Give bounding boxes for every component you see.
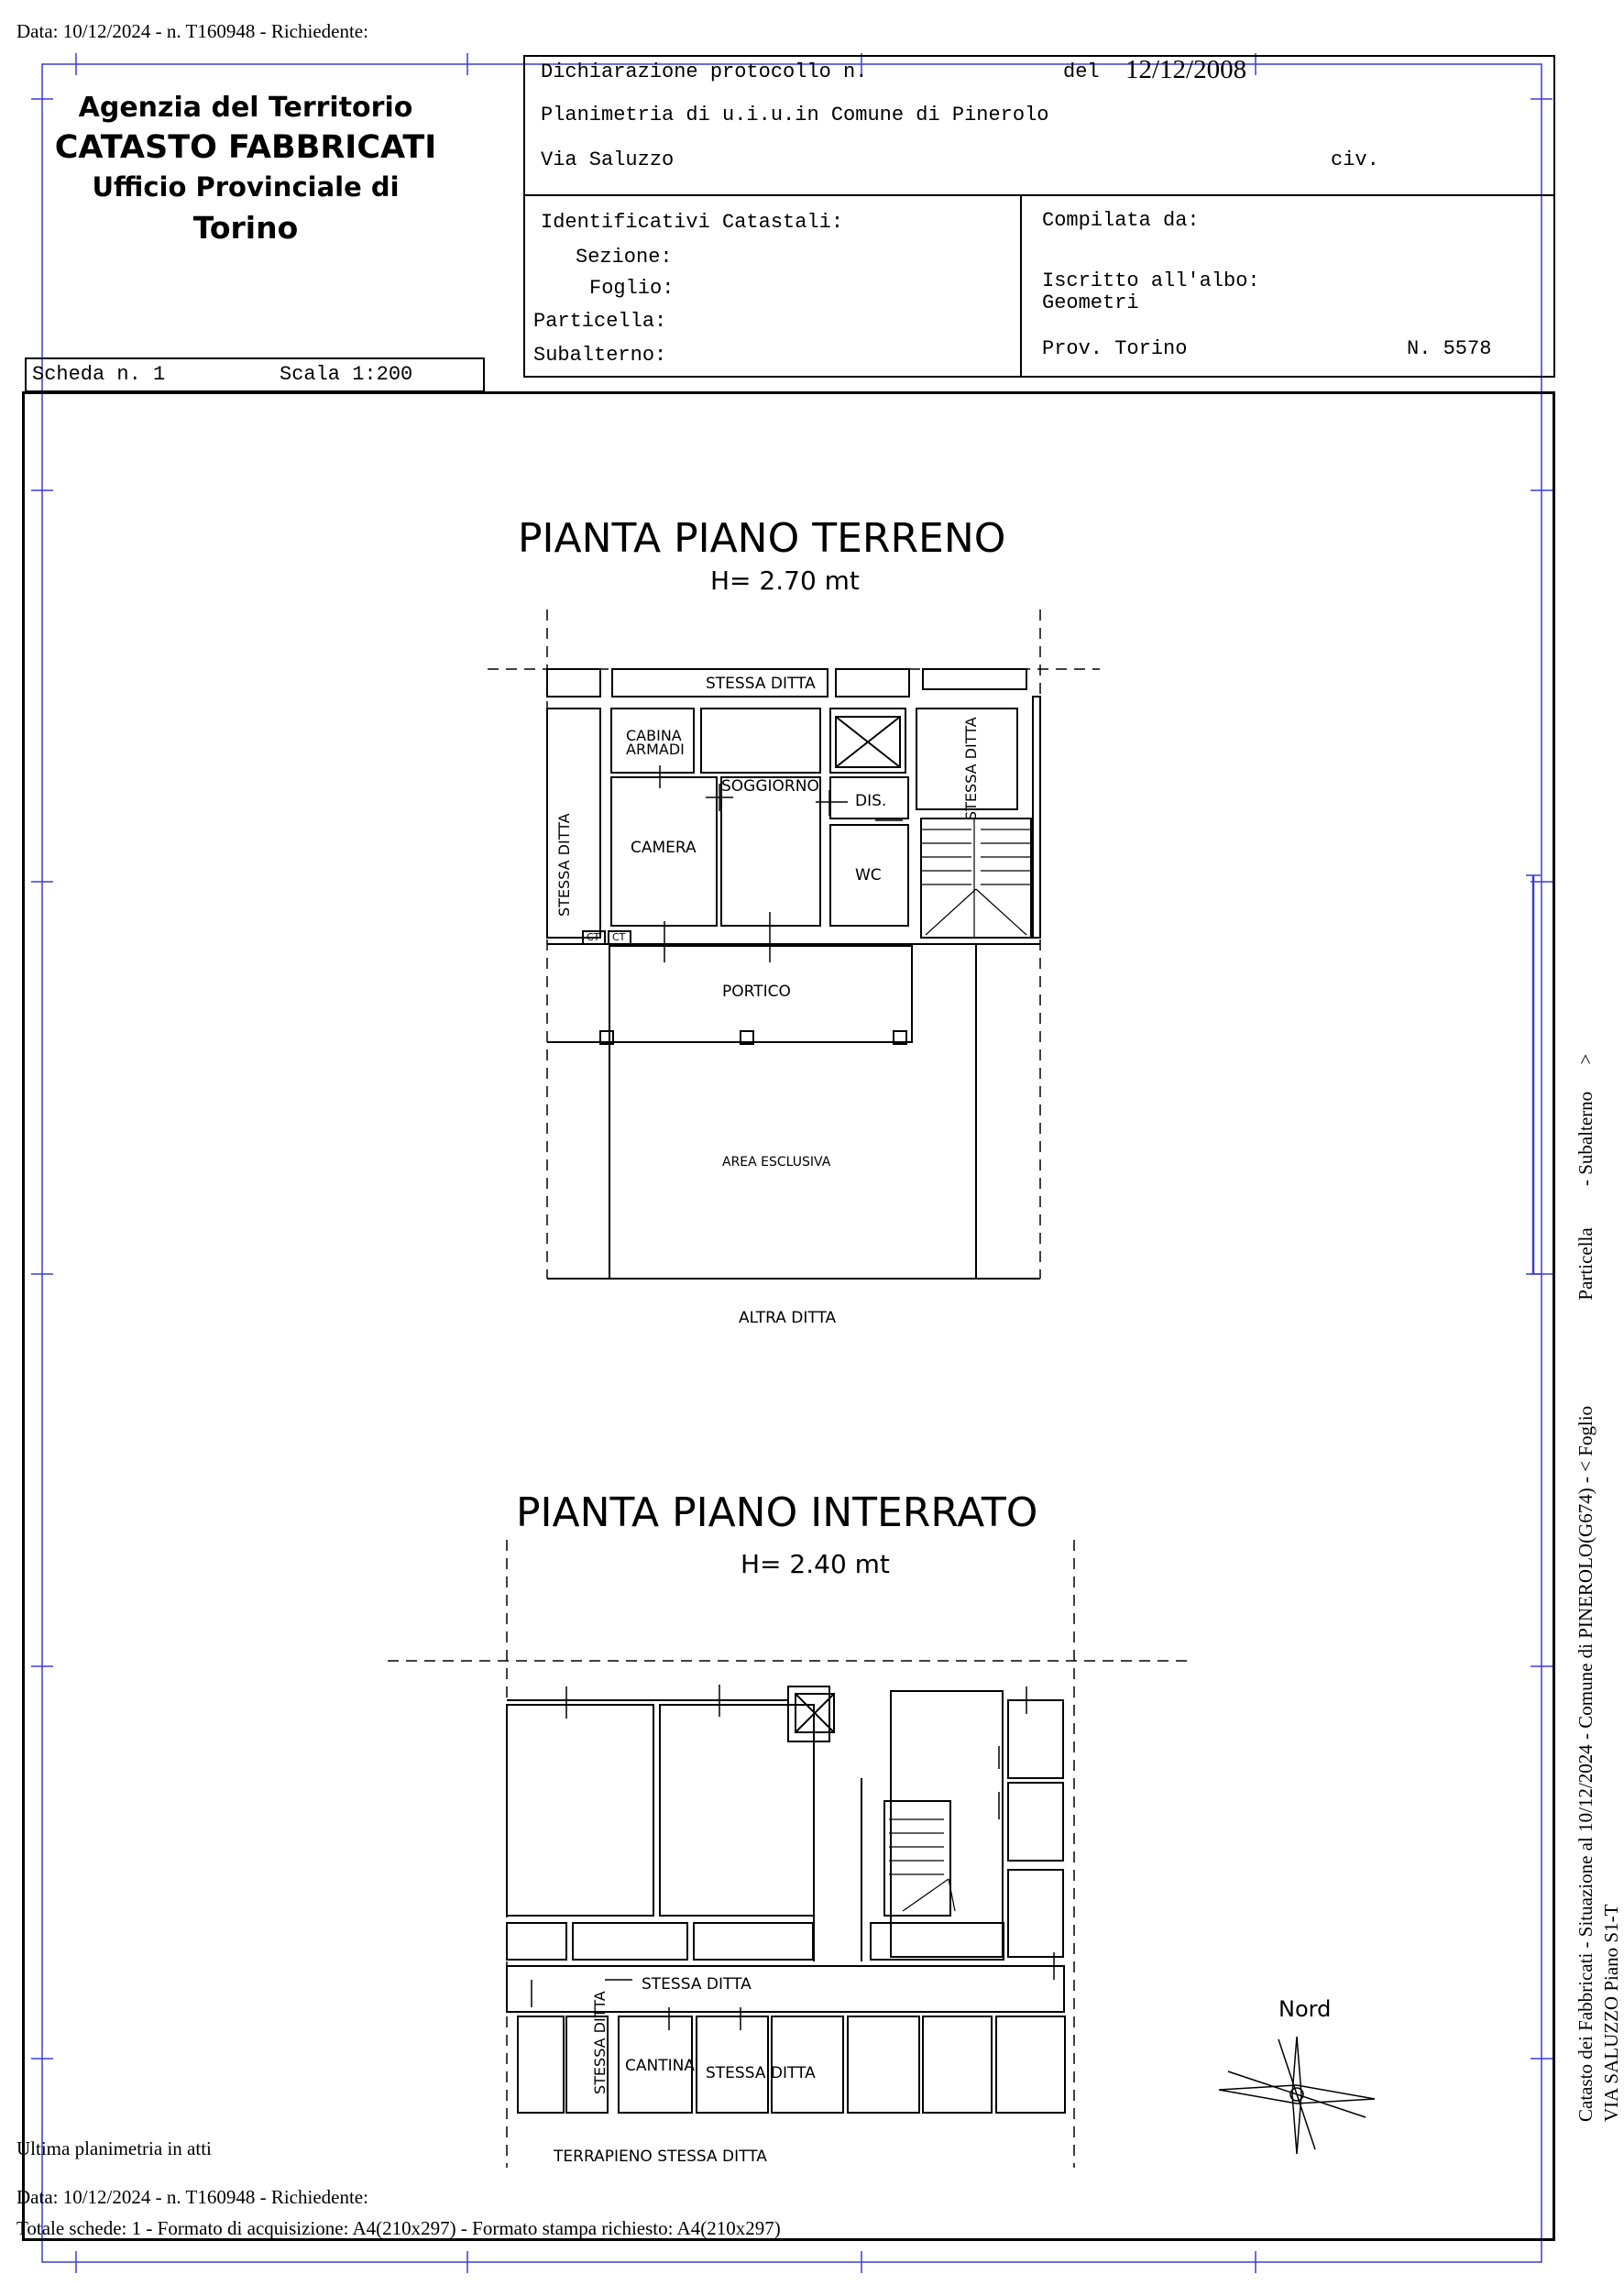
north-arrow: [1219, 2037, 1375, 2154]
albo-number: N. 5578: [1407, 337, 1492, 360]
civ-label: civ.: [1331, 148, 1379, 171]
bs-label-stessa-v: STESSA DITTA: [591, 1991, 609, 2094]
sezione-label: Sezione:: [576, 246, 673, 269]
north-label: Nord: [1278, 1996, 1332, 2022]
identifiers-title: Identificativi Catastali:: [541, 211, 844, 234]
footer-totals: Totale schede: 1 - Formato di acquisizione: A4(210x297) - Formato stampa richiesto: A4(210x297): [16, 2217, 781, 2239]
subalterno-label: Subalterno:: [533, 344, 667, 367]
date-value: 12/12/2008: [1125, 55, 1247, 84]
agency-line4: Torino: [192, 210, 299, 246]
agency-line3: Ufficio Provinciale di: [92, 171, 400, 203]
footer-last-plan: Ultima planimetria in atti: [16, 2137, 212, 2159]
plan-line: Planimetria di u.i.u.in Comune di Pinerolo: [541, 104, 1049, 126]
basement-height: H= 2.40 mt: [741, 1549, 890, 1579]
gf-label-altra-ditta: ALTRA DITTA: [739, 1309, 837, 1327]
basement-title: PIANTA PIANO INTERRATO: [516, 1489, 1038, 1536]
ground-floor-height: H= 2.70 mt: [710, 566, 860, 596]
side-text-subalterno: - Subalterno: [1575, 1091, 1597, 1187]
gf-label-camera: CAMERA: [631, 839, 697, 857]
gf-label-stessa-right: STESSA DITTA: [962, 717, 980, 820]
bs-label-stessa-bottom: STESSA DITTA: [706, 2064, 816, 2082]
footer-request-line: Data: 10/12/2024 - n. T160948 - Richiedente:: [16, 2186, 368, 2208]
bs-label-terrapieno: TERRAPIENO STESSA DITTA: [554, 2148, 767, 2166]
side-text-end: >: [1575, 1053, 1597, 1065]
date-label: del: [1063, 60, 1100, 83]
gf-label-portico: PORTICO: [722, 983, 791, 1001]
prov-label: Prov. Torino: [1042, 337, 1188, 360]
gf-label-stessa-left: STESSA DITTA: [555, 813, 573, 917]
bs-label-cantina: CANTINA: [625, 2057, 695, 2075]
gf-label-stessa-top: STESSA DITTA: [706, 675, 816, 693]
scheda-label: Scheda n. 1: [32, 363, 166, 386]
gf-label-cabina: CABINA: [626, 727, 682, 744]
gf-label-soggiorno: SOGGIORNO: [721, 777, 819, 796]
particella-label: Particella:: [533, 310, 667, 333]
side-text-line2: VIA SALUZZO Piano S1-T: [1600, 1904, 1622, 2122]
scheda-scale: Scala 1:200: [280, 363, 413, 386]
gf-label-dis: DIS.: [855, 792, 887, 810]
agency-line2: CATASTO FABBRICATI: [54, 129, 437, 166]
foglio-label: Foglio:: [589, 277, 675, 300]
gf-label-area: AREA ESCLUSIVA: [722, 1155, 831, 1170]
gf-label-wc: WC: [855, 866, 882, 884]
ground-floor-title: PIANTA PIANO TERRENO: [518, 515, 1006, 562]
street: Via Saluzzo: [541, 148, 675, 171]
agency-line1: Agenzia del Territorio: [78, 92, 413, 124]
header-request-line: Data: 10/12/2024 - n. T160948 - Richiedente:: [16, 20, 368, 42]
protocol-label: Dichiarazione protocollo n.: [541, 60, 868, 83]
gf-label-armadi: ARMADI: [626, 741, 685, 758]
compiled-label: Compilata da:: [1042, 209, 1200, 232]
gf-label-ct2: CT: [612, 931, 626, 943]
side-text-particella: Particella: [1575, 1227, 1597, 1301]
albo-value: Geometri: [1042, 291, 1139, 314]
side-text-line1: [1575, 1054, 1597, 2122]
gf-label-ct1: CT: [587, 931, 600, 943]
albo-label: Iscritto all'albo:: [1042, 269, 1260, 292]
bs-label-stessa-h: STESSA DITTA: [642, 1975, 752, 1994]
side-text-main: Catasto dei Fabbricati - Situazione al 10/12/2024 - Comune di PINEROLO(G674) - < Foglio: [1575, 1405, 1597, 2122]
